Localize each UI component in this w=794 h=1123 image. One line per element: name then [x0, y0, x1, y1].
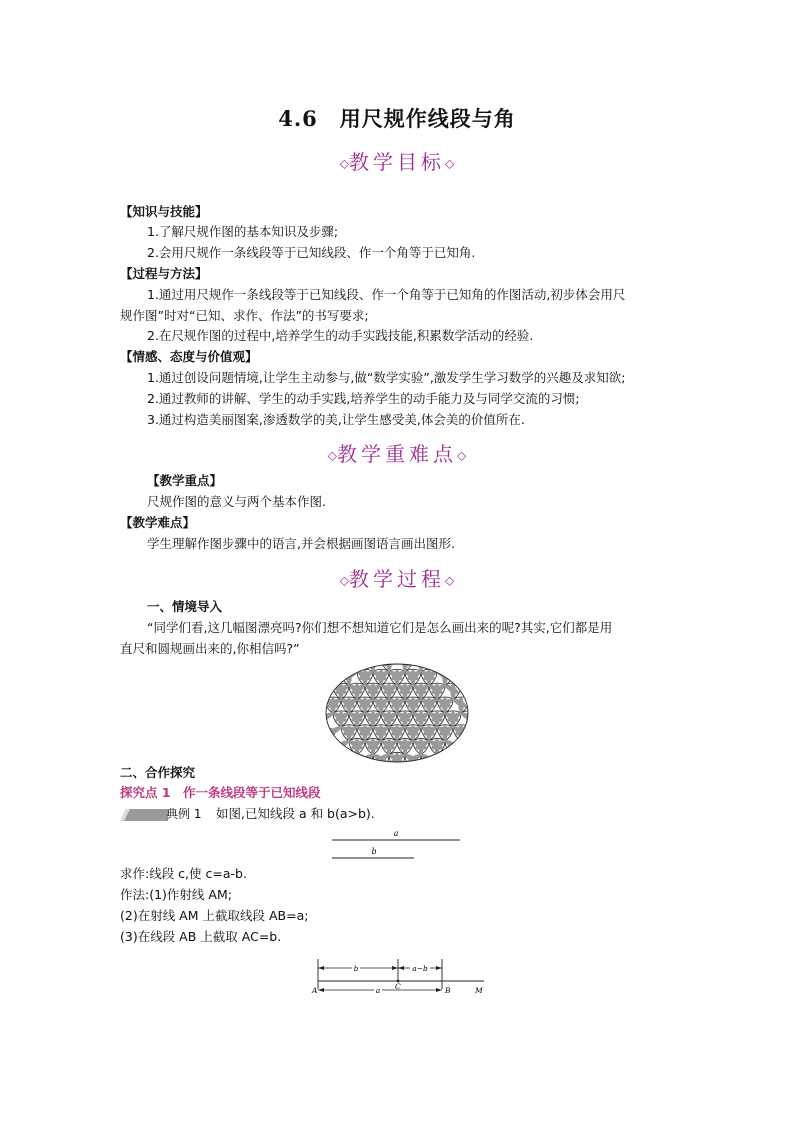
- diamond-icon: ◇: [327, 448, 337, 463]
- emotion-item-3: 3.通过构造美丽图案,渗透数学的美,让学生感受美,体会美的价值所在.: [147, 412, 525, 427]
- emotion-item-1: 1.通过创设问题情境,让学生主动参与,做“数学实验”,激发学生学习数学的兴趣及求知欲;: [147, 370, 626, 385]
- construction-figure: [306, 955, 492, 1001]
- given-segments-figure: [330, 826, 462, 862]
- process-method-item-2: 2.在尺规作图的过程中,培养学生的动手实践技能,积累数学活动的经验.: [147, 328, 534, 343]
- process-method-item-1b: 规作图”时对“已知、求作、作法”的书写要求;: [120, 308, 369, 323]
- flower-petal: [436, 752, 453, 763]
- flower-petal: [460, 738, 469, 751]
- process-method-item-1a: 1.通过用尺规作一条线段等于已知线段、作一个角等于已知角的作图活动,初步体会用尺: [147, 287, 626, 302]
- page-title: 4.6 用尺规作线段与角: [278, 106, 516, 131]
- section-key-points-label: 教学重难点: [337, 442, 457, 466]
- fig-label-a: a: [375, 986, 381, 995]
- knowledge-item-1: 1.了解尺规作图的基本知识及步骤;: [147, 224, 339, 239]
- flower-petal: [325, 683, 328, 699]
- diamond-icon: ◇: [339, 156, 349, 171]
- diamond-icon: ◇: [445, 156, 455, 171]
- flower-petal: [334, 738, 351, 751]
- diamond-icon: ◇: [457, 448, 467, 463]
- method-step-3: (3)在线段 AB 上截取 AC=b.: [120, 929, 282, 944]
- example-tag-icon: [120, 804, 168, 822]
- construction-goal: 求作:线段 c,使 c=a-b.: [120, 866, 247, 881]
- fig-point-B: B: [445, 986, 451, 995]
- segment-b-label: b: [371, 847, 377, 856]
- example-text: 如图,已知线段 a 和 b(a>b).: [216, 806, 375, 821]
- fig-point-A: A: [312, 986, 318, 995]
- section-heading-key-points: [0, 438, 794, 467]
- emotion-heading: 【情感、态度与价值观】: [120, 349, 258, 364]
- process-method-heading: 【过程与方法】: [120, 266, 208, 281]
- difficulty-text: 学生理解作图步骤中的语言,并会根据画图语言画出图形.: [147, 536, 455, 551]
- fig-label-a-minus-b: a−b: [412, 964, 428, 973]
- section-heading-objectives: [0, 146, 794, 175]
- flower-petal: [434, 663, 439, 671]
- knowledge-heading: 【知识与技能】: [120, 204, 208, 219]
- intro-text-line-1: “同学们看,这几幅图漂亮吗?你们想不想知道它们是怎么画出来的呢?其实,它们都是用: [147, 620, 613, 635]
- flower-petal: [450, 683, 455, 699]
- flower-petal: [444, 738, 461, 751]
- method-step-2: (2)在射线 AM 上截取线段 AB=a;: [120, 908, 309, 923]
- segment-a-label: a: [393, 829, 399, 838]
- diamond-icon: ◇: [445, 573, 455, 588]
- intro-heading: 一、情境导入: [147, 599, 223, 614]
- example-label: 典例 1: [166, 807, 202, 821]
- flower-petal: [325, 683, 334, 696]
- fig-label-b: b: [353, 964, 359, 973]
- section-heading-process: [0, 563, 794, 592]
- diamond-icon: ◇: [339, 573, 349, 588]
- difficulty-heading: 【教学难点】: [120, 515, 196, 530]
- focus-text: 尺规作图的意义与两个基本作图.: [147, 494, 326, 509]
- fig-point-M: M: [475, 986, 483, 995]
- flower-pattern-figure: [325, 663, 469, 763]
- section-process-label: 教学过程: [349, 567, 445, 591]
- fig-point-C: C: [395, 982, 401, 991]
- flower-petal: [330, 669, 335, 685]
- emotion-item-2: 2.通过教师的讲解、学生的动手实践,培养学生的动手能力及与同学交流的习惯;: [147, 391, 580, 406]
- explore-point-1: 探究点 1 作一条线段等于已知线段: [120, 785, 321, 800]
- flower-petal: [354, 663, 359, 671]
- explore-heading: 二、合作探究: [120, 765, 196, 780]
- section-objectives-label: 教学目标: [349, 150, 445, 174]
- intro-text-line-2: 直尺和圆规画出来的,你相信吗?”: [120, 641, 300, 656]
- method-step-1: 作法:(1)作射线 AM;: [120, 887, 232, 902]
- flower-petal: [458, 697, 463, 713]
- flower-petal: [342, 752, 359, 763]
- focus-heading: 【教学重点】: [147, 473, 223, 488]
- knowledge-item-2: 2.会用尺规作一条线段等于已知线段、作一个角等于已知角.: [147, 245, 476, 260]
- flower-petal: [468, 725, 469, 738]
